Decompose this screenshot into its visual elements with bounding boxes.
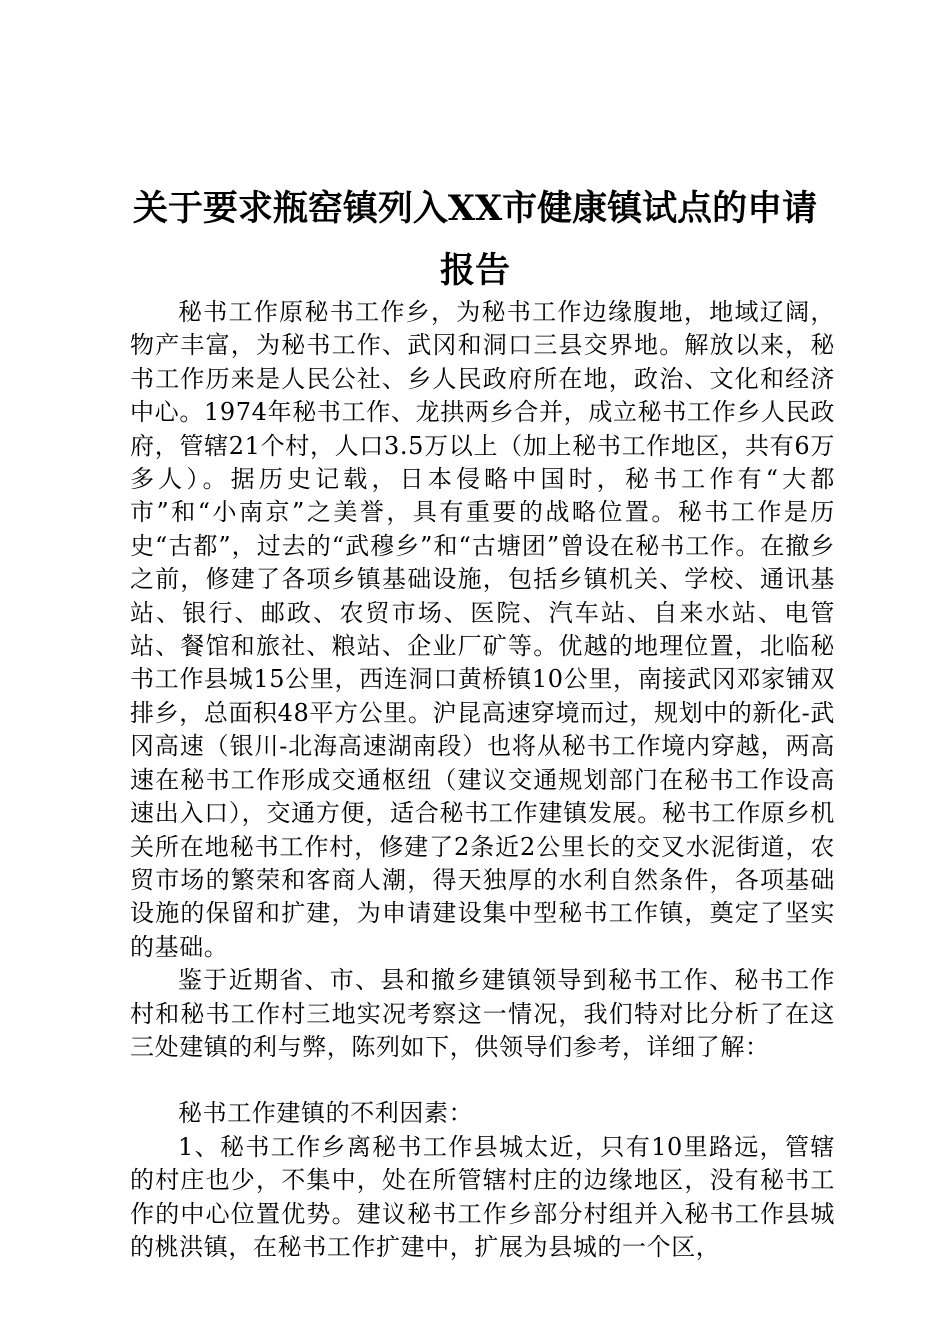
blank-line xyxy=(130,1064,835,1097)
paragraph-factor-1: 1、秘书工作乡离秘书工作县城太近，只有10里路远，管辖的村庄也少，不集中，处在所管辖村庄的边缘地区，没有秘书工作的中心位置优势。建议秘书工作乡部分村组并入秘书工作县城的桃洪镇，在秘书工作扩建中，扩展为县城的一个区， xyxy=(130,1132,835,1261)
paragraph-overview: 秘书工作原秘书工作乡，为秘书工作边缘腹地，地域辽阔，物产丰富，为秘书工作、武冈和洞口三县交界地。解放以来，秘书工作历来是人民公社、乡人民政府所在地，政治、文化和经济中心。1974年秘书工作、龙拱两乡合并，成立秘书工作乡人民政府，管辖21个村，人口3.5万以上（加上秘书工作地区，共有6万多人）。据历史记载，日本侵略中国时，秘书工作有“大都市”和“小南京”之美誉，具有重要的战略位置。秘书工作是历史“古都”，过去的“武穆乡”和“古塘团”曾设在秘书工作。在撤乡之前，修建了各项乡镇基础设施，包括乡镇机关、学校、通讯基站、银行、邮政、农贸市场、医院、汽车站、自来水站、电管站、餐馆和旅社、粮站、企业厂矿等。优越的地理位置，北临秘书工作县城15公里，西连洞口黄桥镇10公里，南接武冈邓家铺双排乡，总面积48平方公里。沪昆高速穿境而过，规划中的新化-武冈高速（银川-北海高速湖南段）也将从秘书工作境内穿越，两高速在秘书工作形成交通枢纽（建议交通规划部门在秘书工作设高速出入口），交通方便，适合秘书工作建镇发展。秘书工作原乡机关所在地秘书工作村，修建了2条近2公里长的交叉水泥街道，农贸市场的繁荣和客商人潮，得天独厚的水利自然条件，各项基础设施的保留和扩建，为申请建设集中型秘书工作镇，奠定了坚实的基础。 xyxy=(130,298,835,961)
section-heading-unfavorable-factors: 秘书工作建镇的不利因素： xyxy=(178,1099,474,1128)
document-title: 关于要求瓶窑镇列入XX市健康镇试点的申请报告 xyxy=(132,188,818,291)
paragraph-comparison-intro: 鉴于近期省、市、县和撤乡建镇领导到秘书工作、秘书工作村和秘书工作村三地实况考察这一情况，我们特对比分析了在这三处建镇的利与弊，陈列如下，供领导们参考，详细了解： xyxy=(130,966,835,1061)
document-body xyxy=(130,296,835,1264)
